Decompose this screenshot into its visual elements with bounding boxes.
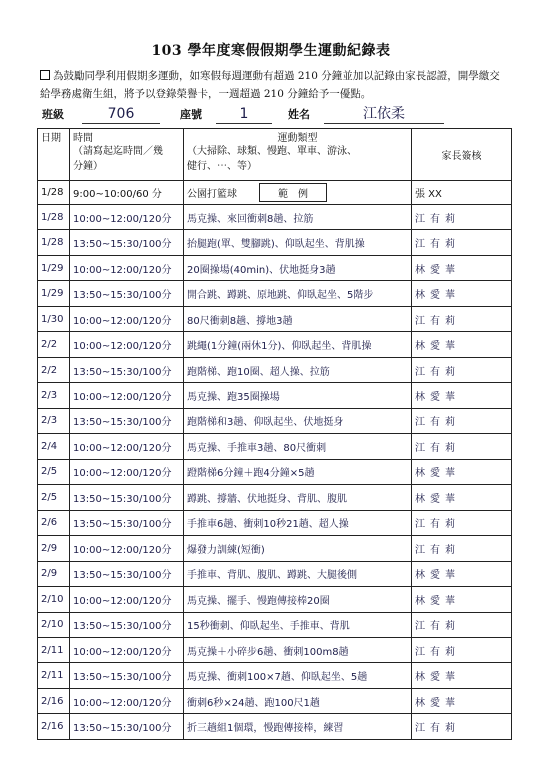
header-activity: 運動類型 （大掃除、球類、慢跑、單車、游泳、 健行、⋯、等）	[184, 129, 412, 181]
row-date: 2/11	[38, 663, 70, 688]
row-date: 2/6	[38, 510, 70, 535]
row-parent-signature: 江有莉	[412, 637, 512, 662]
class-label: 班級	[42, 108, 64, 121]
row-activity: 20圈操場(40min)、伏地挺身3趟	[184, 255, 412, 280]
row-date: 2/3	[38, 383, 70, 408]
form-title: 103 學年度寒假假期學生運動紀錄表	[151, 43, 391, 59]
row-activity: 跑階梯、跑10圈、超人操、拉筋	[184, 357, 412, 382]
table-row	[38, 357, 512, 382]
row-parent-signature: 林愛華	[412, 459, 512, 484]
example-activity: 公園打籃球 範 例	[184, 181, 412, 205]
table-row	[38, 637, 512, 662]
student-info	[38, 104, 513, 126]
row-parent-signature: 江有莉	[412, 357, 512, 382]
table-row	[38, 230, 512, 255]
header-time: 時間 （請寫起迄時間／幾 分鐘）	[70, 129, 184, 181]
table-row	[38, 306, 512, 331]
row-time: 10:00~12:00/120分	[70, 587, 184, 612]
row-activity: 馬克操、擺手、慢跑傳接棒20圈	[184, 587, 412, 612]
row-date: 1/28	[38, 205, 70, 230]
row-time: 10:00~12:00/120分	[70, 459, 184, 484]
row-parent-signature: 江有莉	[412, 205, 512, 230]
row-parent-signature: 江有莉	[412, 510, 512, 535]
row-parent-signature: 林愛華	[412, 332, 512, 357]
row-activity: 馬克操、衝刺100×7趟、仰臥起坐、5趟	[184, 663, 412, 688]
row-time: 13:50~15:30/100分	[70, 485, 184, 510]
row-date: 2/9	[38, 561, 70, 586]
sample-tag: 範 例	[259, 183, 327, 202]
row-parent-signature: 江有莉	[412, 714, 512, 740]
name-label: 姓名	[288, 108, 310, 121]
row-parent-signature: 林愛華	[412, 485, 512, 510]
table-row	[38, 688, 512, 713]
row-time: 10:00~12:00/120分	[70, 536, 184, 561]
row-time: 13:50~15:30/100分	[70, 612, 184, 637]
row-date: 2/9	[38, 536, 70, 561]
table-row	[38, 510, 512, 535]
row-time: 13:50~15:30/100分	[70, 230, 184, 255]
row-activity: 蹬階梯6分鐘＋跑4分鐘×5趟	[184, 459, 412, 484]
row-parent-signature: 江有莉	[412, 230, 512, 255]
row-time: 13:50~15:30/100分	[70, 663, 184, 688]
row-time: 13:50~15:30/100分	[70, 281, 184, 306]
row-activity: 馬克操、跑35圈操場	[184, 383, 412, 408]
row-parent-signature: 林愛華	[412, 255, 512, 280]
row-parent-signature: 林愛華	[412, 688, 512, 713]
row-date: 2/4	[38, 434, 70, 459]
intro-text	[40, 67, 510, 103]
row-time: 10:00~12:00/120分	[70, 205, 184, 230]
table-row	[38, 281, 512, 306]
class-value: 706	[82, 105, 160, 124]
table-row	[38, 485, 512, 510]
row-date: 2/10	[38, 612, 70, 637]
table-row	[38, 383, 512, 408]
row-parent-signature: 江有莉	[412, 536, 512, 561]
row-time: 13:50~15:30/100分	[70, 408, 184, 433]
seat-label: 座號	[180, 108, 202, 121]
row-activity: 衝刺6秒×24趟、跑100尺1趟	[184, 688, 412, 713]
row-date: 1/30	[38, 306, 70, 331]
table-row	[38, 408, 512, 433]
row-date: 1/29	[38, 255, 70, 280]
row-time: 13:50~15:30/100分	[70, 357, 184, 382]
example-row	[38, 181, 512, 205]
table-row	[38, 612, 512, 637]
exercise-log-table	[37, 128, 512, 740]
row-activity: 蹲跳、撐牆、伏地挺身、背肌、腹肌	[184, 485, 412, 510]
table-row	[38, 255, 512, 280]
example-date: 1/28	[38, 181, 70, 205]
intro-paragraph: 為鼓勵同學利用假期多運動，如寒假每週運動有超過 210 分鐘並加以記錄由家長認證，開學繳交給學務處衛生組，將予以登錄榮譽卡，一週超過 210 分鐘給予一優點。	[40, 70, 500, 100]
row-time: 10:00~12:00/120分	[70, 637, 184, 662]
row-date: 2/16	[38, 688, 70, 713]
row-date: 2/5	[38, 485, 70, 510]
row-activity: 馬克操、手推車3趟、80尺衝刺	[184, 434, 412, 459]
row-time: 10:00~12:00/120分	[70, 306, 184, 331]
row-date: 2/16	[38, 714, 70, 740]
table-row	[38, 205, 512, 230]
table-row	[38, 714, 512, 740]
table-row	[38, 459, 512, 484]
row-activity: 開合跳、蹲跳、原地跳、仰臥起坐、5階步	[184, 281, 412, 306]
seat-value: 1	[216, 105, 272, 124]
row-date: 2/3	[38, 408, 70, 433]
row-time: 13:50~15:30/100分	[70, 714, 184, 740]
row-activity: 手推車6趟、衝刺10秒21趟、超人操	[184, 510, 412, 535]
row-time: 13:50~15:30/100分	[70, 561, 184, 586]
row-parent-signature: 林愛華	[412, 383, 512, 408]
row-activity: 折三趟組1個環，慢跑傳接棒，練習	[184, 714, 412, 740]
table-row	[38, 332, 512, 357]
row-time: 10:00~12:00/120分	[70, 434, 184, 459]
table-row	[38, 434, 512, 459]
row-date: 1/29	[38, 281, 70, 306]
row-parent-signature: 江有莉	[412, 612, 512, 637]
checkbox-square-icon	[40, 70, 50, 80]
row-date: 2/2	[38, 332, 70, 357]
row-parent-signature: 江有莉	[412, 306, 512, 331]
header-date: 日期	[38, 129, 70, 181]
table-row	[38, 663, 512, 688]
row-date: 2/5	[38, 459, 70, 484]
row-parent-signature: 林愛華	[412, 561, 512, 586]
row-time: 10:00~12:00/120分	[70, 255, 184, 280]
row-parent-signature: 江有莉	[412, 434, 512, 459]
table-row	[38, 587, 512, 612]
row-time: 10:00~12:00/120分	[70, 332, 184, 357]
row-activity: 15秒衝刺、仰臥起坐、手推車、背肌	[184, 612, 412, 637]
row-activity: 跑階梯和3趟、仰臥起坐、伏地挺身	[184, 408, 412, 433]
row-activity: 馬克操、來回衝刺8趟、拉筋	[184, 205, 412, 230]
name-value: 江依柔	[324, 105, 444, 124]
row-activity: 抬腿跑(單、雙腳跳)、仰臥起坐、背肌操	[184, 230, 412, 255]
row-time: 10:00~12:00/120分	[70, 688, 184, 713]
table-row	[38, 536, 512, 561]
row-activity: 跳繩(1分鐘(兩休1分)、仰臥起坐、背肌操	[184, 332, 412, 357]
row-parent-signature: 林愛華	[412, 587, 512, 612]
header-parent: 家長簽核	[412, 129, 512, 181]
row-activity: 80尺衝刺8趟、撐地3趟	[184, 306, 412, 331]
row-time: 13:50~15:30/100分	[70, 510, 184, 535]
row-parent-signature: 江有莉	[412, 408, 512, 433]
example-time: 9:00~10:00/60 分	[70, 181, 184, 205]
row-date: 2/11	[38, 637, 70, 662]
row-date: 2/10	[38, 587, 70, 612]
row-date: 2/2	[38, 357, 70, 382]
row-parent-signature: 林愛華	[412, 281, 512, 306]
row-time: 10:00~12:00/120分	[70, 383, 184, 408]
row-activity: 馬克操＋小碎步6趟、衝刺100m8趟	[184, 637, 412, 662]
example-signature: 張 XX	[412, 181, 512, 205]
row-parent-signature: 林愛華	[412, 663, 512, 688]
row-activity: 手推車、背肌、腹肌、蹲跳、大腿後側	[184, 561, 412, 586]
table-row	[38, 561, 512, 586]
row-activity: 爆發力訓練(短衝)	[184, 536, 412, 561]
row-date: 1/28	[38, 230, 70, 255]
header-row	[38, 129, 512, 181]
